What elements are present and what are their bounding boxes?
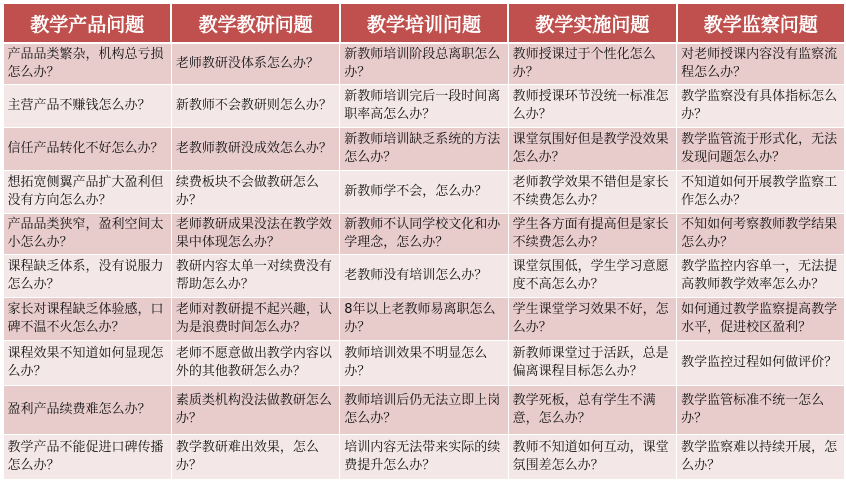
table-cell: 家长对课程缺乏体验感，口碑不温不火怎么办？: [3, 298, 171, 341]
table-cell: 课程缺乏体系，没有说服力怎么办？: [3, 255, 171, 298]
table-cell: 产品品类繁杂，机构总亏损怎么办？: [3, 43, 171, 85]
table-cell: 新教师培训阶段总离职怎么办？: [340, 43, 508, 85]
table-row: [3, 255, 845, 298]
table-cell: 教师授课过于个性化怎么办？: [508, 43, 676, 85]
table-row: [3, 85, 845, 128]
table-cell: 老教师教研没成效怎么办？: [171, 128, 339, 171]
table-cell: 盈利产品续费难怎么办？: [3, 386, 171, 435]
table-row: [3, 341, 845, 386]
table-cell: 教学产品不能促进口碑传播怎么办？: [3, 435, 171, 480]
problems-table: [2, 2, 846, 480]
table-cell: 课程效果不知道如何显现怎么办？: [3, 341, 171, 386]
table-cell: 教学教研难出效果，怎么办？: [171, 435, 339, 480]
table-cell: 信任产品转化不好怎么办？: [3, 128, 171, 171]
table-cell: 新教师学不会，怎么办？: [340, 171, 508, 214]
table-cell: 老教师没有培训怎么办？: [340, 255, 508, 298]
table-cell: 对老师授课内容没有监察流程怎么办？: [677, 43, 845, 85]
header-product: 教学产品问题: [3, 3, 171, 43]
table-cell: 教学监察没有具体指标怎么办？: [677, 85, 845, 128]
table-row: [3, 128, 845, 171]
table-cell: 新教师不认同学校文化和办学理念，怎么办？: [340, 214, 508, 255]
table-cell: 如何通过教学监察提高教学水平，促进校区盈利？: [677, 298, 845, 341]
table-cell: 素质类机构没法做教研怎么办？: [171, 386, 339, 435]
header-research: 教学教研问题: [171, 3, 339, 43]
table-row: [3, 298, 845, 341]
header-implementation: 教学实施问题: [508, 3, 676, 43]
table-cell: 老师教研成果没法在教学效果中体现怎么办？: [171, 214, 339, 255]
table-cell: 课堂氛围好但是教学没效果怎么办？: [508, 128, 676, 171]
table-cell: 新教师课堂过于活跃，总是偏离课程目标怎么办？: [508, 341, 676, 386]
table-cell: 老师教研没体系怎么办？: [171, 43, 339, 85]
table-row: [3, 43, 845, 85]
table-row: [3, 214, 845, 255]
table-cell: 教师培训效果不明显怎么办？: [340, 341, 508, 386]
table-cell: 不知如何考察教师教学结果怎么办？: [677, 214, 845, 255]
table-cell: 续费板块不会做教研怎么办？: [171, 171, 339, 214]
table-cell: 教学监控过程如何做评价？: [677, 341, 845, 386]
table-cell: 教师培训后仍无法立即上岗怎么办？: [340, 386, 508, 435]
table-row: [3, 435, 845, 480]
table-cell: 教学监管标准不统一怎么办？: [677, 386, 845, 435]
table-cell: 8年以上老教师易离职怎么办？: [340, 298, 508, 341]
table-cell: 教研内容太单一对续费没有帮助怎么办？: [171, 255, 339, 298]
table-cell: 老师不愿意做出教学内容以外的其他教研怎么办？: [171, 341, 339, 386]
table-cell: 教师授课环节没统一标准怎么办？: [508, 85, 676, 128]
table-cell: 学生各方面有提高但是家长不续费怎么办？: [508, 214, 676, 255]
table-cell: 课堂氛围低，学生学习意愿度不高怎么办？: [508, 255, 676, 298]
table-cell: 产品品类狭窄，盈利空间太小怎么办？: [3, 214, 171, 255]
table-cell: 学生课堂学习效果不好，怎么办？: [508, 298, 676, 341]
table-row: [3, 386, 845, 435]
header-row: [3, 3, 845, 43]
table-cell: 新教师培训缺乏系统的方法怎么办？: [340, 128, 508, 171]
table-cell: 不知道如何开展教学监察工作怎么办？: [677, 171, 845, 214]
table-row: [3, 171, 845, 214]
header-training: 教学培训问题: [340, 3, 508, 43]
table-cell: 培训内容无法带来实际的续费提升怎么办？: [340, 435, 508, 480]
table-cell: 教学监控内容单一，无法提高教师教学效率怎么办？: [677, 255, 845, 298]
table-cell: 老师教学效果不错但是家长不续费怎么办？: [508, 171, 676, 214]
table-cell: 教学监察难以持续开展，怎么办？: [677, 435, 845, 480]
table-cell: 老师对教研提不起兴趣，认为是浪费时间怎么办？: [171, 298, 339, 341]
table-cell: 教师不知道如何互动，课堂氛围差怎么办？: [508, 435, 676, 480]
table-cell: 教学死板，总有学生不满意，怎么办？: [508, 386, 676, 435]
table-cell: 主营产品不赚钱怎么办？: [3, 85, 171, 128]
table-cell: 新教师培训完后一段时间离职率高怎么办？: [340, 85, 508, 128]
table-cell: 新教师不会教研则怎么办？: [171, 85, 339, 128]
header-supervision: 教学监察问题: [677, 3, 845, 43]
table-cell: 教学监管流于形式化，无法发现问题怎么办？: [677, 128, 845, 171]
table-cell: 想拓宽侧翼产品扩大盈利但没有方向怎么办？: [3, 171, 171, 214]
